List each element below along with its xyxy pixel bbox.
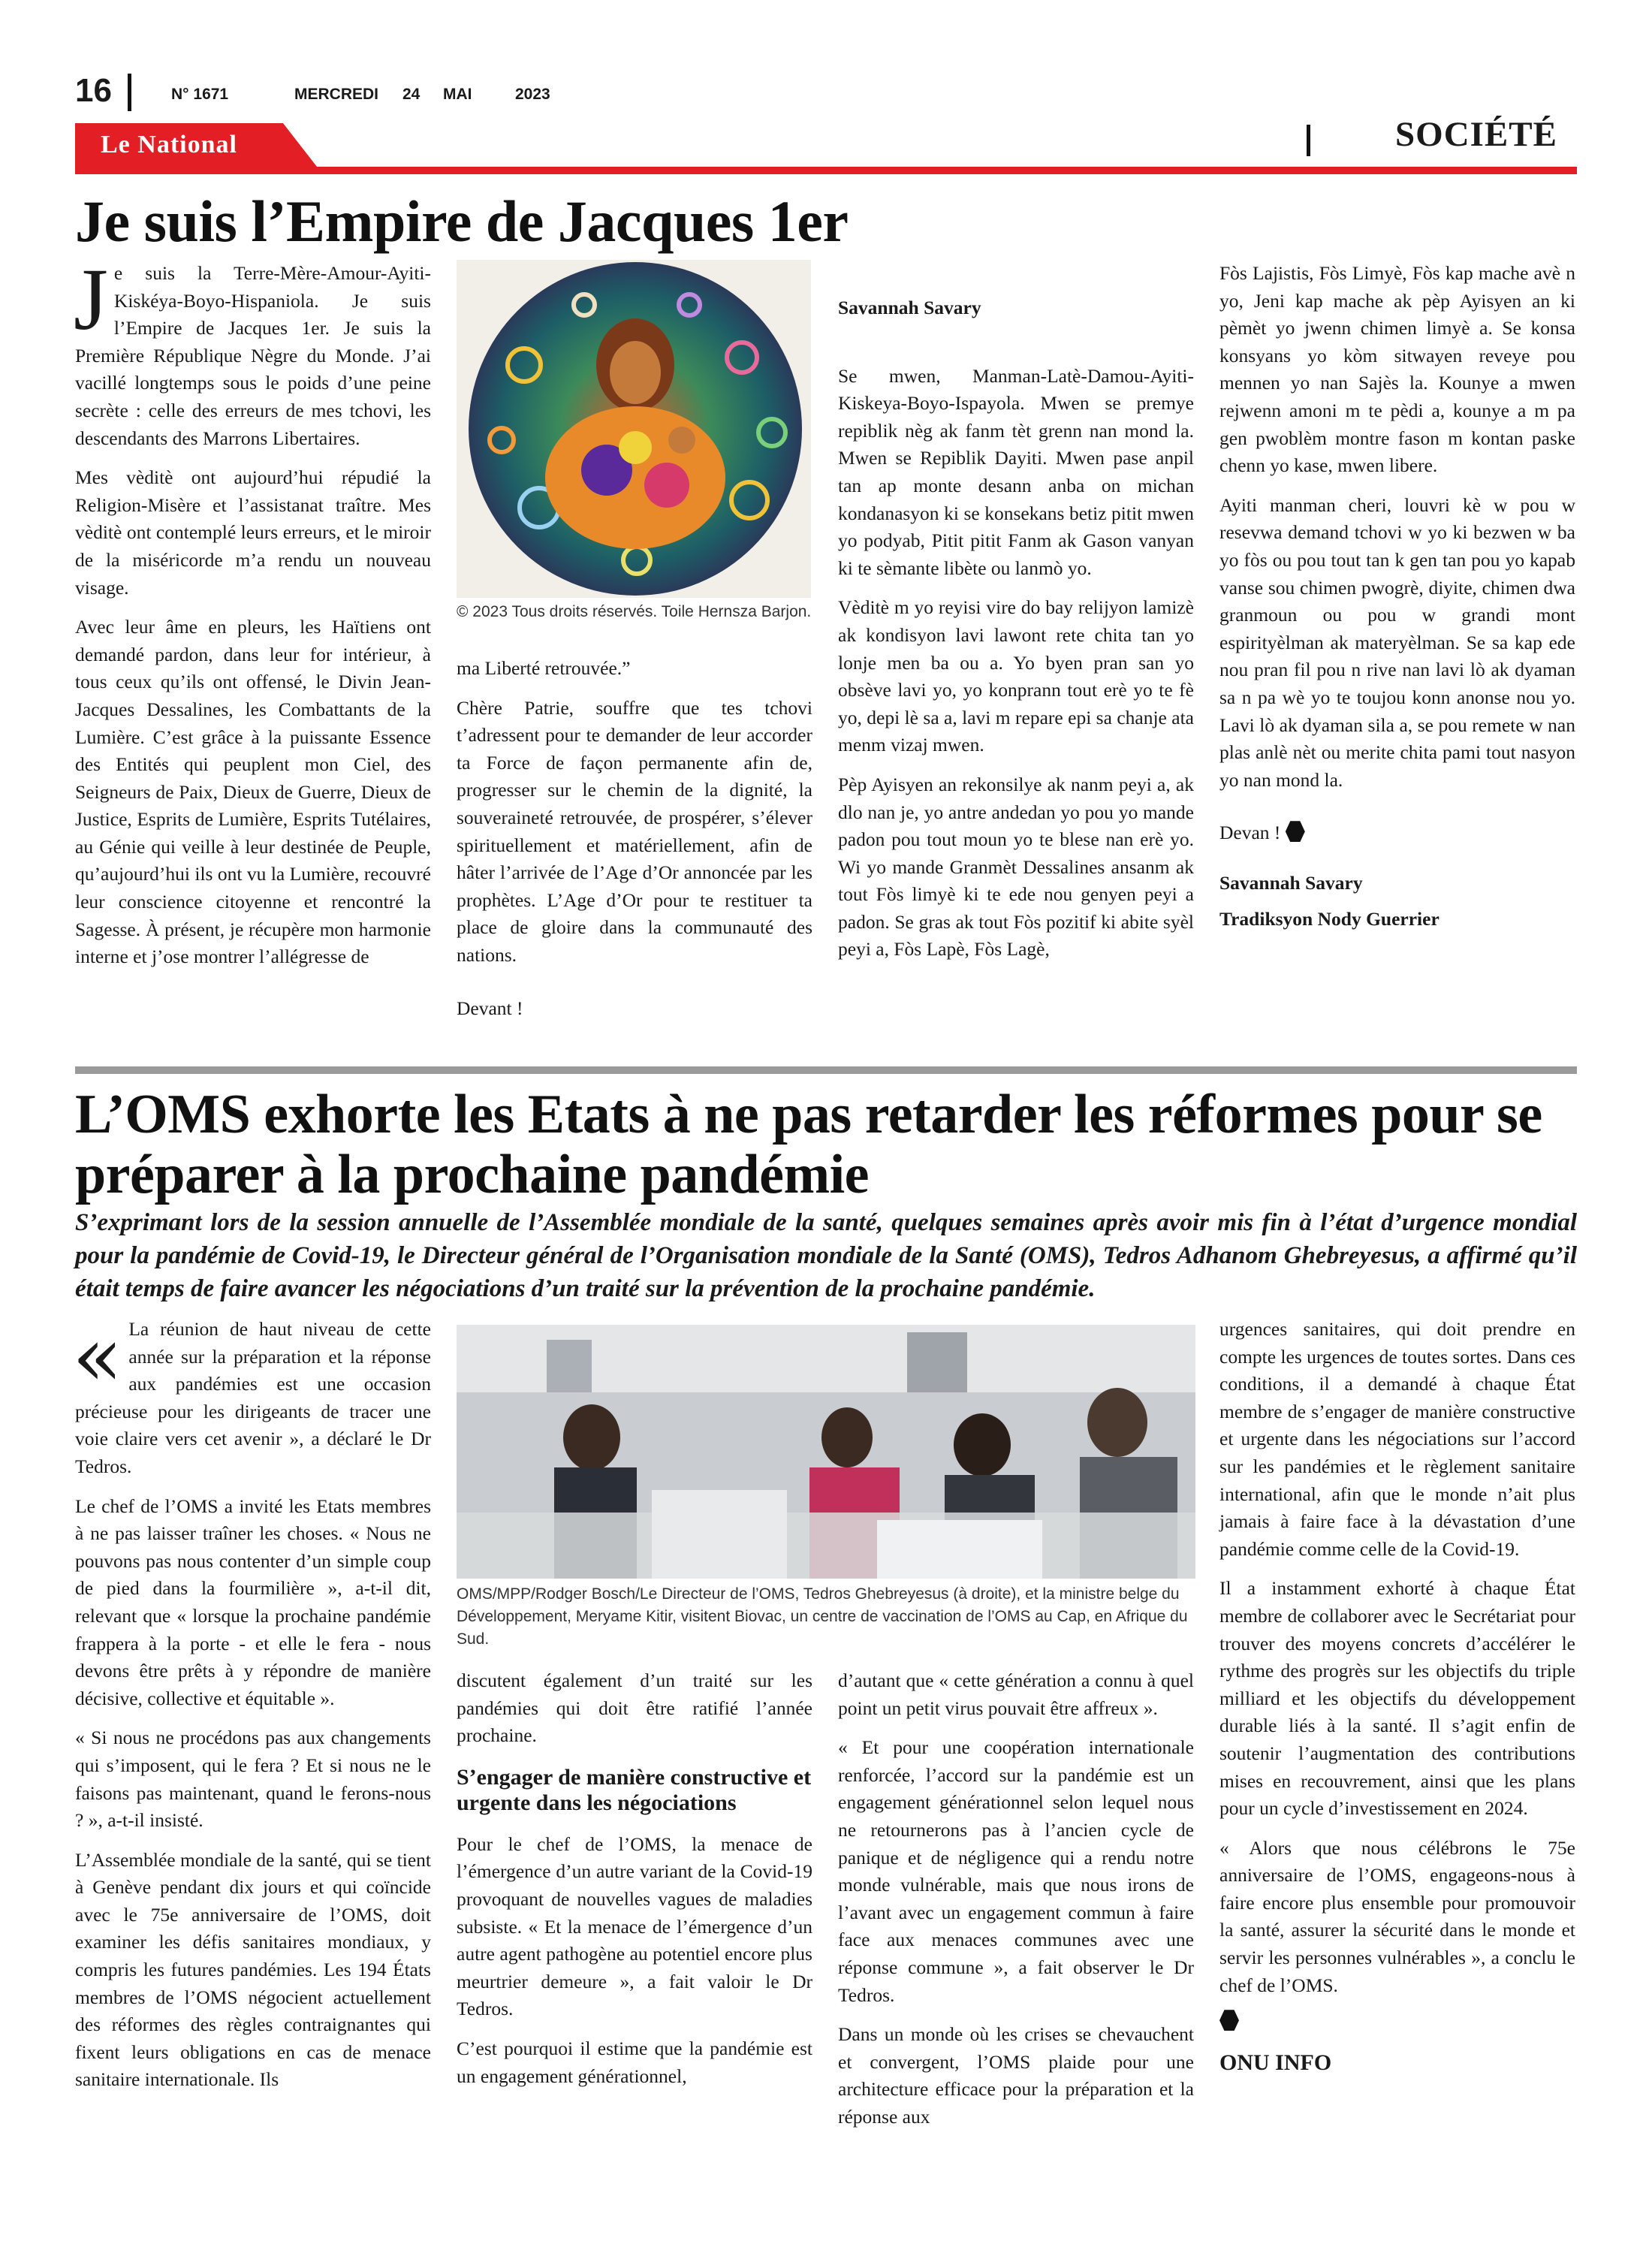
article1-paragraph: Devant !	[457, 997, 523, 1019]
painting-artwork	[457, 260, 811, 598]
photo-caption: OMS/MPP/Rodger Bosch/Le Directeur de l’OMS, Tedros Ghebreyesus (à droite), et la ministre belge du Développement, Meryame Kitir, visitent Biovac, un centre de vaccination de l’OMS au Cap, en Afrique du Sud.	[457, 1585, 1188, 1648]
article2-paragraph: d’autant que « cette génération a connu à quel point un petit virus pouvait être affreux ».	[838, 1669, 1194, 1719]
article2-source: ONU INFO	[1219, 2049, 1332, 2075]
painting-image	[457, 260, 811, 598]
article1-paragraph: ma Liberté retrouvée.”	[457, 657, 631, 679]
article-divider	[75, 1066, 1577, 1074]
date-month: MAI	[443, 86, 472, 103]
article1-paragraph: e suis la Terre-Mère-Amour-Ayiti-Kiskéya-Boyo-Hispaniola. Je suis l’Empire de Jacques 1er. Je suis la Première République Nègre du Monde. J’ai vacillé longtemps sous le poids d’une peine secrète : celle des erreurs de mes tchovi, les descendants des Marrons Libertaires.	[75, 262, 431, 449]
article1-author: Savannah Savary	[838, 297, 981, 318]
article1-paragraph: Fòs Lajistis, Fòs Limyè, Fòs kap mache avè n yo, Jeni kap mache ak pèp Ayisyen an ki pèmèt yo jwenn chimen limyè a. Se konsa konsyans yo kòm sitwayen reveye pou mennen yo nan Sajès la. Kounye a mwen rejwenn amoni m te pèdi a, kounye a m pa gen pwoblèm montre fason m kontan paske chenn yo kase, mwen libere.	[1219, 262, 1575, 477]
article2-paragraph: Pour le chef de l’OMS, la menace de l’émergence d’un autre variant de la Covid-19 provoquant de nouvelles vagues de maladies subsiste. « Et la menace de l’émergence d’un autre agent pathogène au potentiel encore plus meurtrier demeure », a fait valoir le Dr Tedros.	[457, 1832, 812, 2020]
article2-paragraph: L’Assemblée mondiale de la santé, qui se tient à Genève pendant dix jours et qui coïncide avec le 75e anniversaire de l’OMS, doit examiner les défis sanitaires mondiaux, y compris les futures pandémies. Les 194 États membres de l’OMS négocient actuellement des réformes des règles contraignantes qui fixent leurs obligations en cas de menace sanitaire internationale. Ils	[75, 1848, 431, 2091]
page-number: 16	[75, 72, 112, 109]
opening-quote-mark: «	[72, 1308, 123, 1404]
article2-paragraph: Il a instamment exhorté à chaque État membre de collaborer avec le Secrétariat pour trouver des moyens concrets d’accélérer le rythme des progrès sur les objectifs du triple milliard et les objectifs du développement durable liés à la santé. Il s’agit enfin de soutenir l’augmentation des contributions mises en recouvrement, ainsi que les plans pour un cycle d’investissement en 2024.	[1219, 1577, 1575, 1820]
date-year: 2023	[515, 86, 550, 103]
news-photo	[457, 1325, 1195, 1579]
end-mark-icon	[1219, 2010, 1239, 2031]
article2-standfirst: S’exprimant lors de la session annuelle de l’Assemblée mondiale de la santé, quelques semaines après avoir mis fin à l’état d’urgence mondial pour la pandémie de Covid-19, le Directeur général de l’Organisation mondiale de la Santé (OMS), Tedros Adhanom Ghebreyesus, a affirmé qu’il était temps de faire avancer les négociations d’un traité sur la prévention de la prochaine pandémie.	[75, 1209, 1577, 1302]
end-mark-icon	[1286, 821, 1305, 842]
section-title: SOCIÉTÉ	[1395, 115, 1557, 154]
article1-paragraph: Ayiti manman cheri, louvri kè w pou w resevwa demand tchovi w yo ki bezwen w ba yo fòs ou pou tout tan k gen tan pou yo kapab vanse sou chimen pwogrè, diyite, chimen dwa granmoun ou pou w grandi mont espirityèlman ak materyèlman. Se sa kap ede nou pran fil pou n rive nan lavi lò ak dyaman sa n pa wè yo te toujou konn anonse nou yo. Lavi lò ak dyaman sila a, se pou remete w nan plas anlè nèt ou merite chita pami tout nasyon yo nan mond la.	[1219, 493, 1575, 791]
article2-paragraph: « Et pour une coopération internationale renforcée, l’accord sur la pandémie est un engagement générationnel selon lequel nous ne retournerons pas à l’ancien cycle de panique et de négligence qui a rendu notre monde vulnérable, mais que nous irons de l’avant avec un engagement commun à faire face aux menaces communes avec une réponse commune », a fait observer le Dr Tedros.	[838, 1736, 1194, 2006]
article2-column-1	[72, 1308, 431, 2106]
article1-closing-text: Devan !	[1219, 822, 1281, 844]
article1-signature-translator: Tradiksyon Nody Guerrier	[1219, 908, 1439, 930]
article2-paragraph: urgences sanitaires, qui doit prendre en compte les urgences de toutes sortes. Dans ces conditions, il a demandé à chaque État membre de s’engager de manière constructive et urgente dans les négociations sur l’accord sur les pandémies et le règlement sanitaire international, afin que le monde n’ait plus jamais à faire face à la dévastation d’une pandémie comme celle de la Covid-19.	[1219, 1318, 1575, 1560]
issue-number: N° 1671	[171, 86, 229, 103]
date-number: 24	[402, 86, 421, 103]
article2-paragraph: Dans un monde où les crises se chevauchent et convergent, l’OMS plaide pour une architecture efficace pour la préparation et la réponse aux	[838, 2023, 1194, 2128]
article1-paragraph: Se mwen, Manman-Latè-Damou-Ayiti-Kiskeya-Boyo-Ispayola. Mwen se premye repiblik nèg ak fanm tèt grenn nan mond la. Mwen se Repiblik Dayiti. Mwen pase anpil tan ap monte desann anba on michan kondanasyon ki se konsekans betiz pitit mwen yo podyab, Pitit pitit Fanm ak Gason vanyan ki te sèmante libète ou lanmò yo.	[838, 364, 1194, 579]
article2-headline: L’OMS exhorte les Etats à ne pas retarder les réformes pour se préparer à la prochaine pandémie	[75, 1084, 1542, 1205]
header-rule	[75, 167, 1577, 174]
article2-column-3	[838, 1667, 1194, 2143]
article2-subheading: S’engager de manière constructive et urgente dans les négociations	[457, 1764, 812, 1815]
article1-paragraph: Chère Patrie, souffre que tes tchovi t’adressent pour te demander de leur accorder ta Force de façon permanente afin de, progresser sur le chemin de la dignité, la souveraineté retrouvée, de prospérer, s’élever spirituellement et matériellement, afin de hâter l’arrivée de l’Age d’Or annoncée par les prophètes. L’Age d’Or pour te restituer ta place de gloire dans la communauté des nations.	[457, 696, 812, 966]
article2-paragraph: La réunion de haut niveau de cette année sur la préparation et la réponse aux pandémies est une occasion précieuse pour les dirigeants de tracer une voie claire vers cet avenir », a déclaré le Dr Tedros.	[75, 1318, 431, 1477]
article1-signature-author: Savannah Savary	[1219, 871, 1363, 894]
article2-paragraph: « Alors que nous célébrons le 75e anniversaire de l’OMS, engageons-nous à faire encore plus ensemble pour promouvoir la santé, assurer la sécurité dans le monde et servir les personnes vulnérables », a conclu le chef de l’OMS.	[1219, 1836, 1575, 1996]
date-day: MERCREDI	[294, 86, 379, 103]
article2-column-2	[457, 1667, 812, 2102]
page-number-divider	[128, 74, 131, 111]
article1-column-1	[74, 250, 431, 983]
news-photo-scene	[457, 1325, 1195, 1579]
painting-caption: © 2023 Tous droits réservés. Toile Hernsza Barjon.	[457, 603, 812, 620]
article1-closing	[1219, 819, 1575, 847]
article1-column-2	[457, 655, 812, 1034]
article2-paragraph: C’est pourquoi il estime que la pandémie est un engagement générationnel,	[457, 2037, 812, 2087]
section-divider	[1307, 125, 1310, 156]
article2-end	[1219, 2008, 1575, 2036]
article2-column-4	[1219, 1316, 1575, 2077]
article1-column-4	[1219, 260, 1575, 933]
brand-name: Le National	[101, 131, 237, 158]
article2-paragraph: discutent également d’un traité sur les pandémies qui doit être ratifié l’année prochaine.	[457, 1669, 812, 1747]
article1-paragraph: Mes vèditè ont aujourd’hui répudié la Religion-Misère et l’assistanat traître. Mes vèditè ont contemplé leurs erreurs, et le miroir de la miséricorde m’a rendu un nouveau visage.	[75, 466, 431, 599]
article1-paragraph: Pèp Ayisyen an rekonsilye ak nanm peyi a, ak dlo nan je, yo antre andedan yo pou yo mande padon pou tout moun yo te blese nan erè yo. Wi yo mande Granmèt Dessalines ansanm ak tout Fòs limyè ki te ede nou genyen peyi a padon. Se gras ak tout Fòs pozitif ki abite syèl peyi a, Fòs Lapè, Fòs Lagè,	[838, 773, 1194, 961]
article1-headline: Je suis l’Empire de Jacques 1er	[75, 189, 849, 254]
article2-paragraph: « Si nous ne procédons pas aux changements qui s’imposent, qui le fera ? Et si nous ne le faisons pas maintenant, quand le ferons-nous ? », a-t-il insisté.	[75, 1727, 431, 1832]
article1-paragraph: Avec leur âme en pleurs, les Haïtiens ont demandé pardon, dans leur for intérieur, à tous ceux qu’ils ont offensé, le Divin Jean-Jacques Dessalines, les Combattants de la Lumière. C’est grâce à la puissante Essence des Entités qui peuplent mon Ciel, des Seigneurs de Paix, Dieux de Guerre, Dieux de Justice, Esprits de Lumière, Esprits Tutélaires, au Génie qui veille à leur destinée de Peuple, qu’aujourd’hui ils ont vu la Lumière, recouvré leur conscience citoyenne et rencontré la Sagesse. À présent, je récupère mon harmonie interne et j’ose montrer l’allégresse de	[75, 616, 431, 968]
article2-paragraph: Le chef de l’OMS a invité les Etats membres à ne pas laisser traîner les choses. « Nous ne pouvons pas nous contenter d’un simple coup de pied dans la fourmilière », a-t-il dit, relevant que « lorsque la prochaine pandémie frappera à la porte - et elle le fera - nous devons être prêts à y répondre de manière décisive, collective et équitable ».	[75, 1494, 431, 1709]
article1-dropcap: J	[74, 250, 108, 348]
article1-paragraph: Vèditè m yo reyisi vire do bay relijyon lamizè ak kondisyon lavi lawont rete chita tan yo lonje men ba ou a. Yo byen pran san yo obsève lavi yo, yo konprann tout erè yo te fè yo, depi lè sa a, lavi m repare epi sa chanje ata menm vizaj mwen.	[838, 596, 1194, 756]
article1-column-3	[838, 294, 1194, 976]
